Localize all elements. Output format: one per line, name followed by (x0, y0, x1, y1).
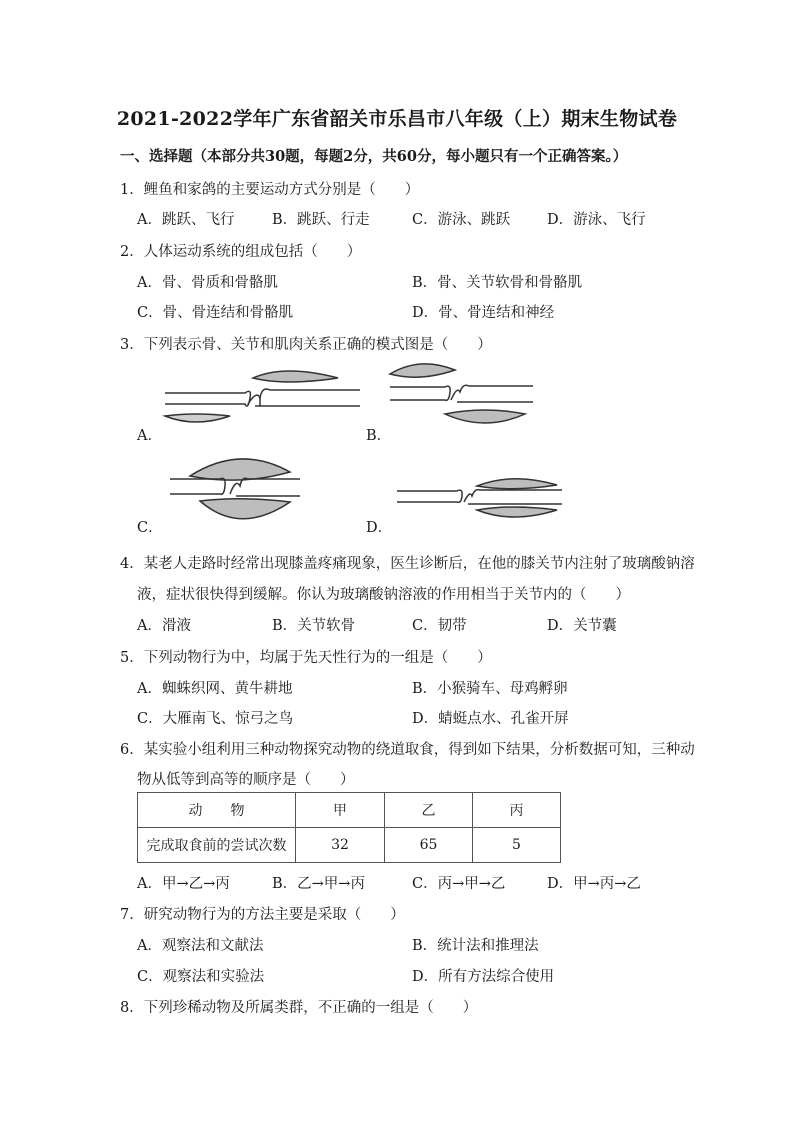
q3-option-a: A． (137, 428, 162, 444)
q7-option-d: D．所有方法综合使用 (412, 969, 555, 985)
q3-option-c: C． (137, 520, 163, 536)
question-7-stem: 7．研究动物行为的方法主要是采取（ ） (120, 907, 405, 923)
table-header-cell: 甲 (296, 793, 385, 828)
diagram-a-bone-joint-muscle (160, 360, 360, 435)
diagram-b-bone-joint-muscle (385, 356, 535, 436)
q4-option-c: C．韧带 (412, 618, 467, 634)
table-header-row (138, 793, 561, 828)
table-row (138, 828, 561, 863)
table-cell: 65 (385, 828, 473, 863)
table-cell: 32 (296, 828, 385, 863)
q7-option-b: B．统计法和推理法 (412, 938, 539, 954)
q7-option-a: A．观察法和文献法 (137, 938, 264, 954)
section-heading: 一、选择题（本部分共30题，每题2分，共60分，每小题只有一个正确答案。） (120, 148, 628, 165)
q6-option-d: D．甲→丙→乙 (547, 876, 641, 892)
q3-option-b: B． (366, 428, 392, 444)
question-6-stem-line-2: 物从低等到高等的顺序是（ ） (137, 772, 355, 788)
experiment-table (137, 792, 561, 863)
q5-option-d: D．蜻蜓点水、孔雀开屏 (412, 711, 569, 727)
q6-option-a: A．甲→乙→丙 (137, 876, 230, 892)
q2-option-a: A．骨、骨质和骨骼肌 (137, 275, 278, 291)
table-header-cell: 丙 (473, 793, 561, 828)
table-cell: 5 (473, 828, 561, 863)
q1-option-d: D．游泳、飞行 (547, 212, 646, 228)
table-header-cell: 乙 (385, 793, 473, 828)
q1-option-a: A．跳跃、飞行 (137, 212, 235, 228)
q6-option-b: B．乙→甲→丙 (272, 876, 365, 892)
question-6-stem-line-1: 6．某实验小组利用三种动物探究动物的绕道取食，得到如下结果，分析数据可知，三种动 (120, 742, 695, 758)
q2-option-b: B．骨、关节软骨和骨骼肌 (412, 275, 583, 291)
q3-option-d: D． (366, 520, 393, 536)
q2-option-c: C．骨、骨连结和骨骼肌 (137, 305, 294, 321)
q1-option-c: C．游泳、跳跃 (412, 212, 511, 228)
q2-option-d: D．骨、骨连结和神经 (412, 305, 555, 321)
table-cell: 完成取食前的尝试次数 (138, 828, 296, 863)
q4-option-b: B．关节软骨 (272, 618, 356, 634)
q1-option-b: B．跳跃、行走 (272, 212, 370, 228)
q5-option-c: C．大雁南飞、惊弓之鸟 (137, 711, 294, 727)
diagram-d-bone-joint-muscle (392, 470, 567, 530)
q6-option-c: C．丙→甲→乙 (412, 876, 506, 892)
question-4-stem-line-2: 液，症状很快得到缓解。你认为玻璃酸钠溶液的作用相当于关节内的（ ） (137, 587, 630, 603)
question-1-stem: 1．鲤鱼和家鸽的主要运动方式分别是（ ） (120, 182, 420, 198)
q4-option-d: D．关节囊 (547, 618, 617, 634)
q7-option-c: C．观察法和实验法 (137, 969, 265, 985)
q5-option-b: B．小猴骑车、母鸡孵卵 (412, 681, 568, 697)
page-title: 2021-2022学年广东省韶关市乐昌市八年级（上）期末生物试卷 (116, 108, 678, 130)
question-8-stem: 8．下列珍稀动物及所属类群，不正确的一组是（ ） (120, 1000, 478, 1016)
q5-option-a: A．蜘蛛织网、黄牛耕地 (137, 681, 293, 697)
table-header-cell: 动 物 (138, 793, 296, 828)
q4-option-a: A．滑液 (137, 618, 191, 634)
diagram-c-bone-joint-muscle (160, 446, 310, 536)
question-2-stem: 2．人体运动系统的组成包括（ ） (120, 244, 362, 260)
question-5-stem: 5．下列动物行为中，均属于先天性行为的一组是（ ） (120, 650, 492, 666)
question-4-stem-line-1: 4．某老人走路时经常出现膝盖疼痛现象，医生诊断后，在他的膝关节内注射了玻璃酸钠溶 (120, 556, 695, 572)
question-3-stem: 3．下列表示骨、关节和肌肉关系正确的模式图是（ ） (120, 337, 492, 353)
